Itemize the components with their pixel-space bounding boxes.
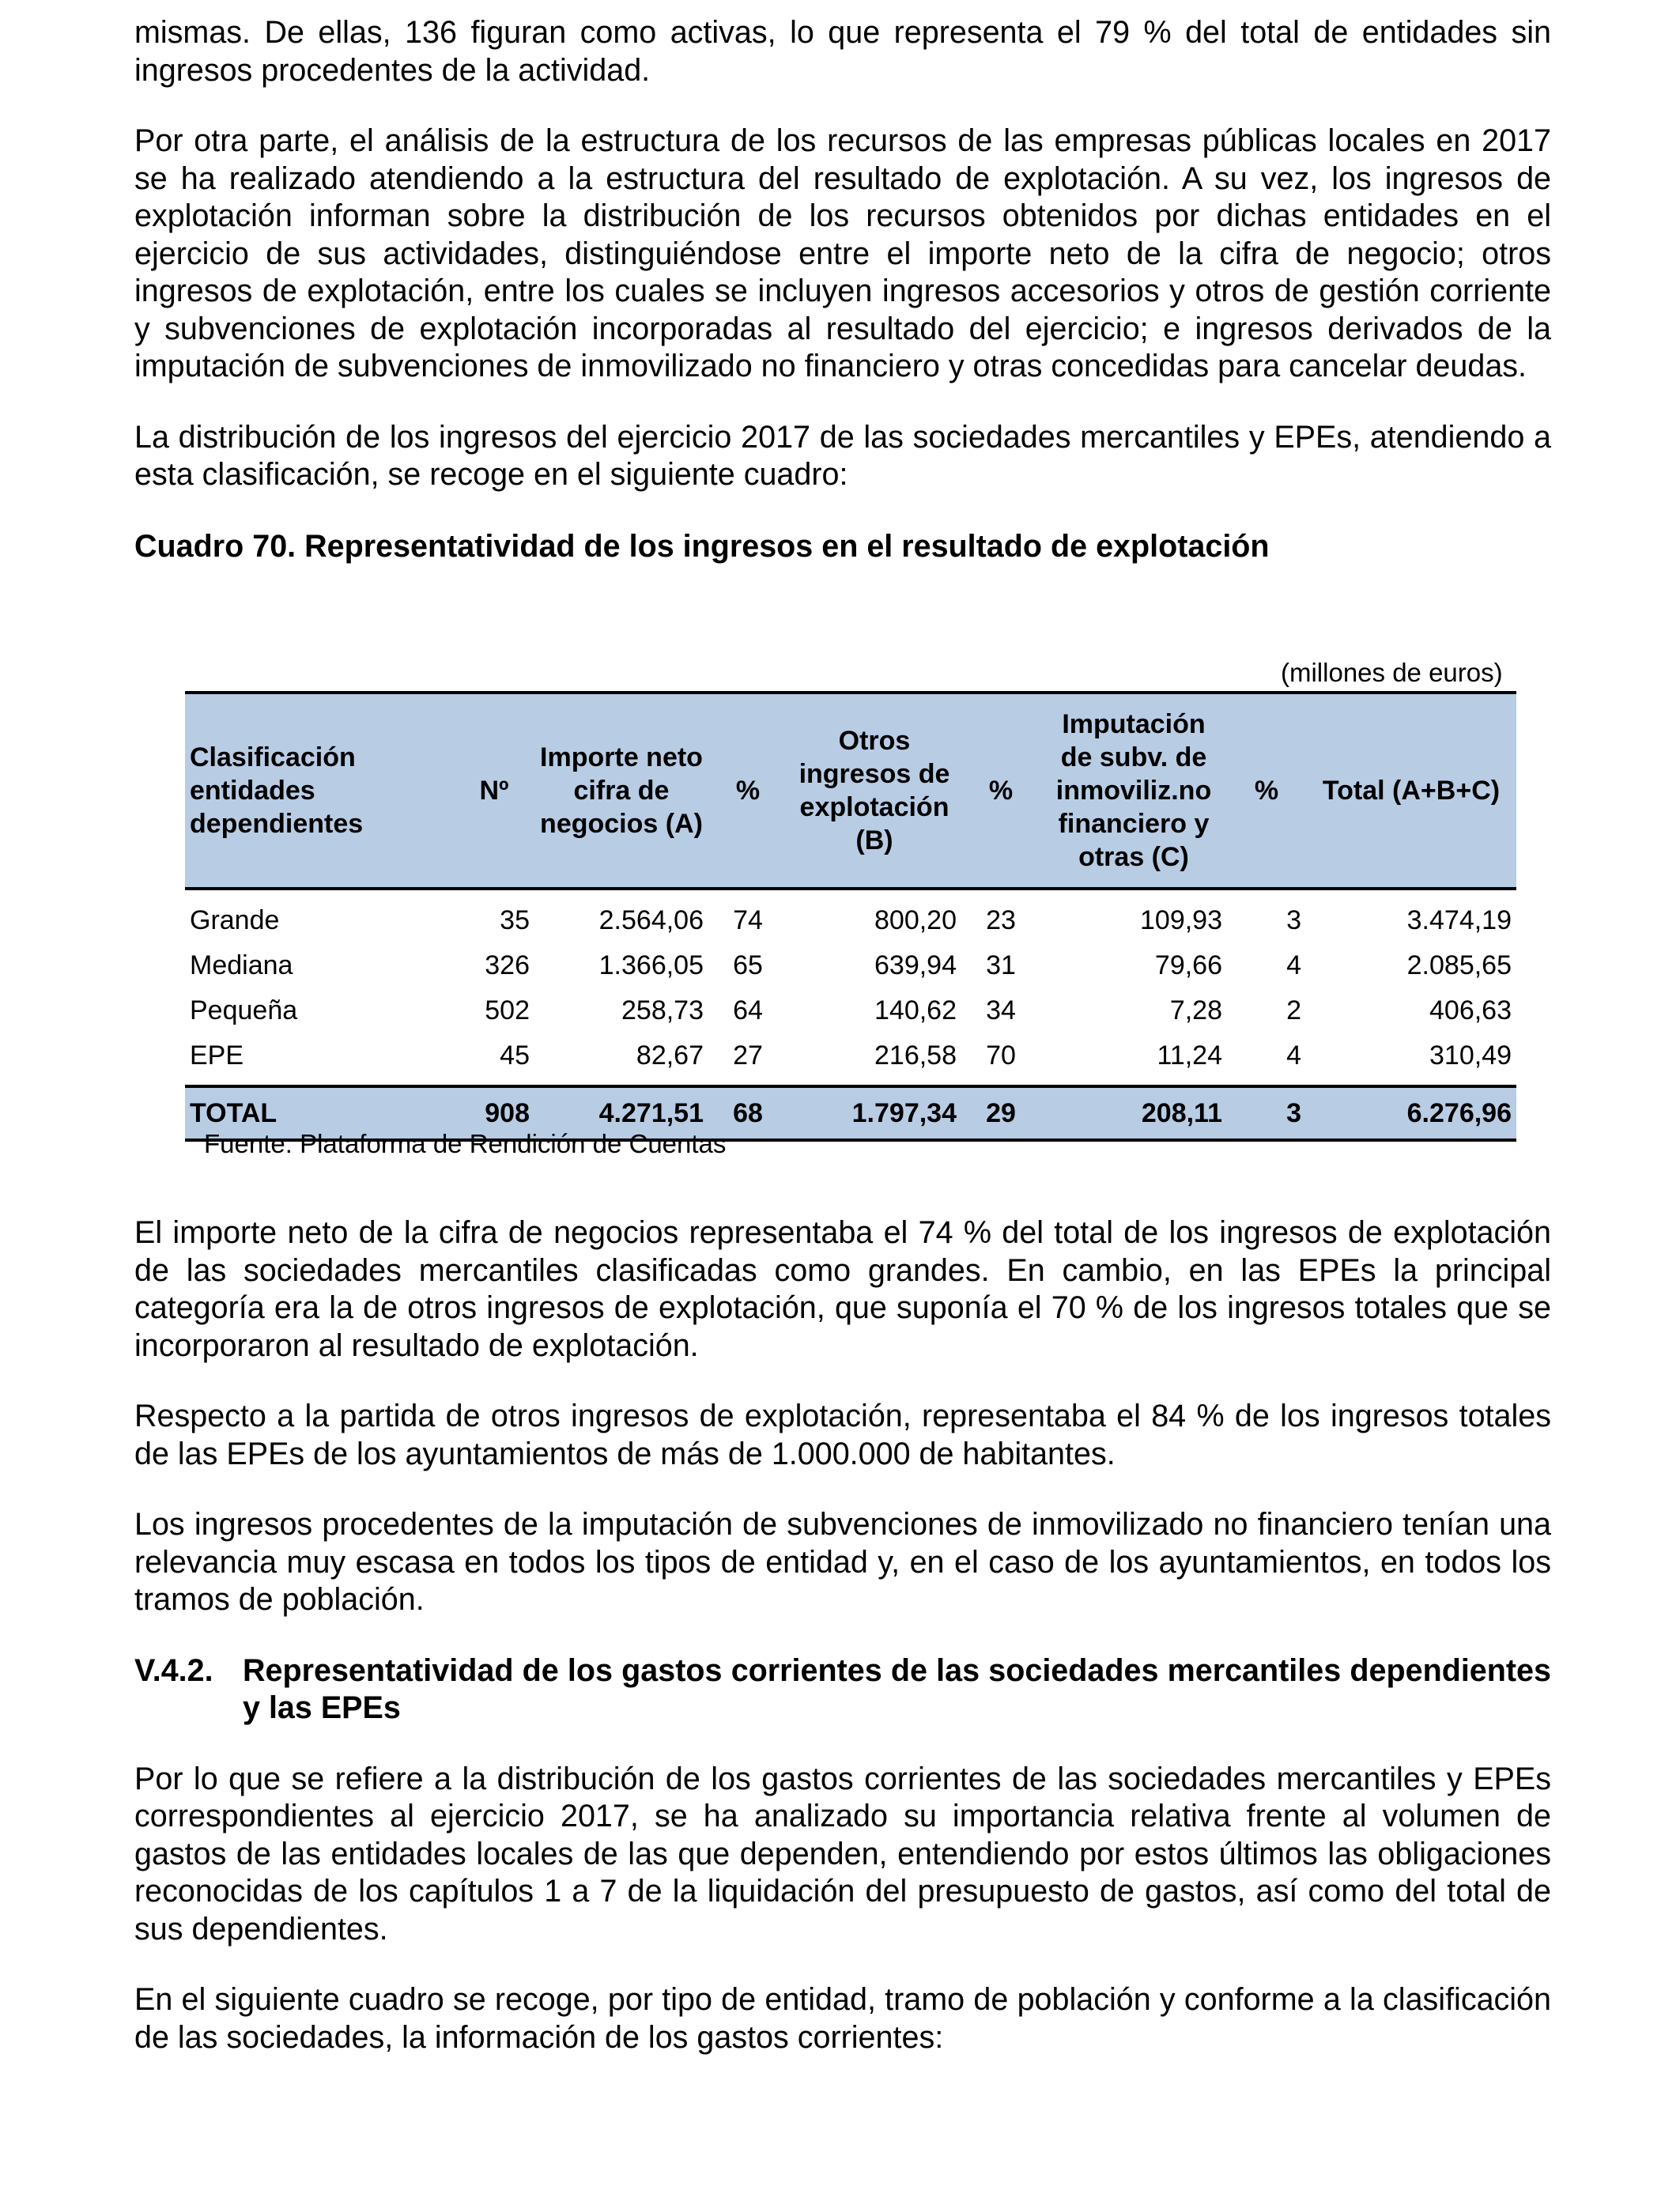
table-source: Fuente: Plataforma de Rendición de Cuentas bbox=[204, 1129, 727, 1158]
cell: Grande bbox=[190, 905, 280, 935]
cell: 82,67 bbox=[636, 1040, 704, 1071]
section-title: Representatividad de los gastos corrientes de las sociedades mercantiles dependientes y las EPEs bbox=[243, 1652, 1551, 1725]
header-net-revenue: Importe neto cifra de negocios (A) bbox=[534, 693, 708, 889]
paragraph: El importe neto de la cifra de negocios representaba el 74 % del total de los ingresos de explotación de las sociedades mercantiles clasificadas como grandes. En cambio, en las EPEs la principal categoría era la de otros ingresos de explotación, que suponía el 70 % de los ingresos totales que se incorporaron al resultado de explotación. bbox=[134, 1215, 1551, 1363]
cell: 70 bbox=[986, 1040, 1016, 1071]
cell: 639,94 bbox=[874, 950, 957, 980]
cell: 3.474,19 bbox=[1406, 905, 1512, 935]
cell: 64 bbox=[733, 995, 763, 1025]
cell: 326 bbox=[485, 950, 530, 980]
cell: 2 bbox=[1286, 995, 1301, 1025]
cell: 74 bbox=[733, 905, 763, 935]
cell: 109,93 bbox=[1140, 905, 1222, 935]
header-total: Total (A+B+C) bbox=[1306, 693, 1516, 889]
table-row bbox=[185, 988, 1516, 1033]
cell: 406,63 bbox=[1429, 995, 1512, 1025]
cell: 2.085,65 bbox=[1406, 950, 1512, 980]
cell: 140,62 bbox=[874, 995, 957, 1025]
cell: 68 bbox=[708, 1086, 787, 1140]
data-table bbox=[185, 691, 1516, 1142]
cell: 34 bbox=[986, 995, 1016, 1025]
header-percent: % bbox=[1227, 693, 1306, 889]
cell: 4 bbox=[1286, 950, 1301, 980]
cell: 11,24 bbox=[1157, 1040, 1222, 1071]
cell: 1.797,34 bbox=[787, 1086, 961, 1140]
cell: 65 bbox=[733, 950, 763, 980]
cell: 258,73 bbox=[621, 995, 704, 1025]
cell: 6.276,96 bbox=[1306, 1086, 1516, 1140]
table-units: (millones de euros) bbox=[1281, 658, 1503, 687]
cell: Mediana bbox=[190, 950, 293, 980]
header-count: Nº bbox=[454, 693, 534, 889]
header-percent: % bbox=[708, 693, 787, 889]
table-row bbox=[185, 943, 1516, 988]
table-title: Cuadro 70. Representatividad de los ingresos en el resultado de explotación bbox=[134, 528, 1270, 564]
table-row bbox=[185, 898, 1516, 943]
cell: 502 bbox=[485, 995, 530, 1025]
cell: 310,49 bbox=[1429, 1040, 1512, 1071]
table-row bbox=[185, 1033, 1516, 1078]
cell: 29 bbox=[961, 1086, 1040, 1140]
cell: 2.564,06 bbox=[598, 905, 704, 935]
cell: 1.366,05 bbox=[598, 950, 704, 980]
paragraph: Los ingresos procedentes de la imputación de subvenciones de inmovilizado no financiero tenían una relevancia muy escasa en todos los tipos de entidad y, en el caso de los ayuntamientos, en todos los tramos de población. bbox=[134, 1507, 1551, 1617]
cell: 216,58 bbox=[874, 1040, 957, 1071]
cell: 7,28 bbox=[1169, 995, 1222, 1025]
section-number: V.4.2. bbox=[134, 1652, 213, 1688]
cell: EPE bbox=[190, 1040, 244, 1071]
cell: 800,20 bbox=[874, 905, 957, 935]
paragraph: En el siguiente cuadro se recoge, por tipo de entidad, tramo de población y conforme a la clasificación de las sociedades, la información de los gastos corrientes: bbox=[134, 1982, 1551, 2055]
cell: 3 bbox=[1286, 905, 1301, 935]
paragraph: Respecto a la partida de otros ingresos de explotación, representaba el 84 % de los ingresos totales de las EPEs de los ayuntamientos de más de 1.000.000 de habitantes. bbox=[134, 1399, 1551, 1471]
cell: 4.271,51 bbox=[534, 1086, 708, 1140]
document-page bbox=[134, 14, 1551, 565]
cell: 208,11 bbox=[1040, 1086, 1227, 1140]
cell: 4 bbox=[1286, 1040, 1301, 1071]
paragraph: La distribución de los ingresos del ejercicio 2017 de las sociedades mercantiles y EPEs, atendiendo a esta clasificación, se recoge en el siguiente cuadro: bbox=[134, 419, 1551, 492]
cell: Pequeña bbox=[190, 995, 298, 1025]
cell: 27 bbox=[733, 1040, 763, 1071]
cell: 908 bbox=[454, 1086, 534, 1140]
paragraph: Por otra parte, el análisis de la estructura de los recursos de las empresas públicas locales en 2017 se ha realizado atendiendo a la estructura del resultado de explotación. A su vez, los ingresos de explotación informan sobre la distribución de los recursos obtenidos por dichas entidades en el ejercicio de sus actividades, distinguiéndose entre el importe neto de la cifra de negocio; otros ingresos de explotación, entre los cuales se incluyen ingresos accesorios y otros de gestión corriente y subvenciones de explotación incorporadas al resultado del ejercicio; e ingresos derivados de la imputación de subvenciones de inmovilizado no financiero y otras concedidas para cancelar deudas. bbox=[134, 123, 1551, 383]
cell: 23 bbox=[986, 905, 1016, 935]
header-other-income: Otros ingresos de explotación (B) bbox=[787, 693, 961, 889]
header-subsidy-imputation: Imputación de subv. de inmoviliz.no financiero y otras (C) bbox=[1040, 693, 1227, 889]
cell: 35 bbox=[500, 905, 530, 935]
paragraph: Por lo que se refiere a la distribución de los gastos corrientes de las sociedades mercantiles y EPEs correspondientes al ejercicio 2017, se ha analizado su importancia relativa frente al volumen de gastos de las entidades locales de las que dependen, entendiendo por estos últimos las obligaciones reconocidas de los capítulos 1 a 7 de la liquidación del presupuesto de gastos, así como del total de sus dependientes. bbox=[134, 1761, 1551, 1947]
header-percent: % bbox=[961, 693, 1040, 889]
cell: 79,66 bbox=[1154, 950, 1222, 980]
cell: TOTAL bbox=[185, 1086, 454, 1140]
section-heading bbox=[134, 1652, 1551, 1728]
cell: 45 bbox=[500, 1040, 530, 1071]
cell: 31 bbox=[986, 950, 1016, 980]
document-page-lower bbox=[134, 1214, 1551, 2090]
cell: 3 bbox=[1227, 1086, 1306, 1140]
paragraph: mismas. De ellas, 136 figuran como activas, lo que representa el 79 % del total de entidades sin ingresos procedentes de la actividad. bbox=[134, 15, 1551, 88]
header-classification: Clasificación entidades dependientes bbox=[185, 693, 454, 889]
table-header-row bbox=[185, 693, 1516, 889]
